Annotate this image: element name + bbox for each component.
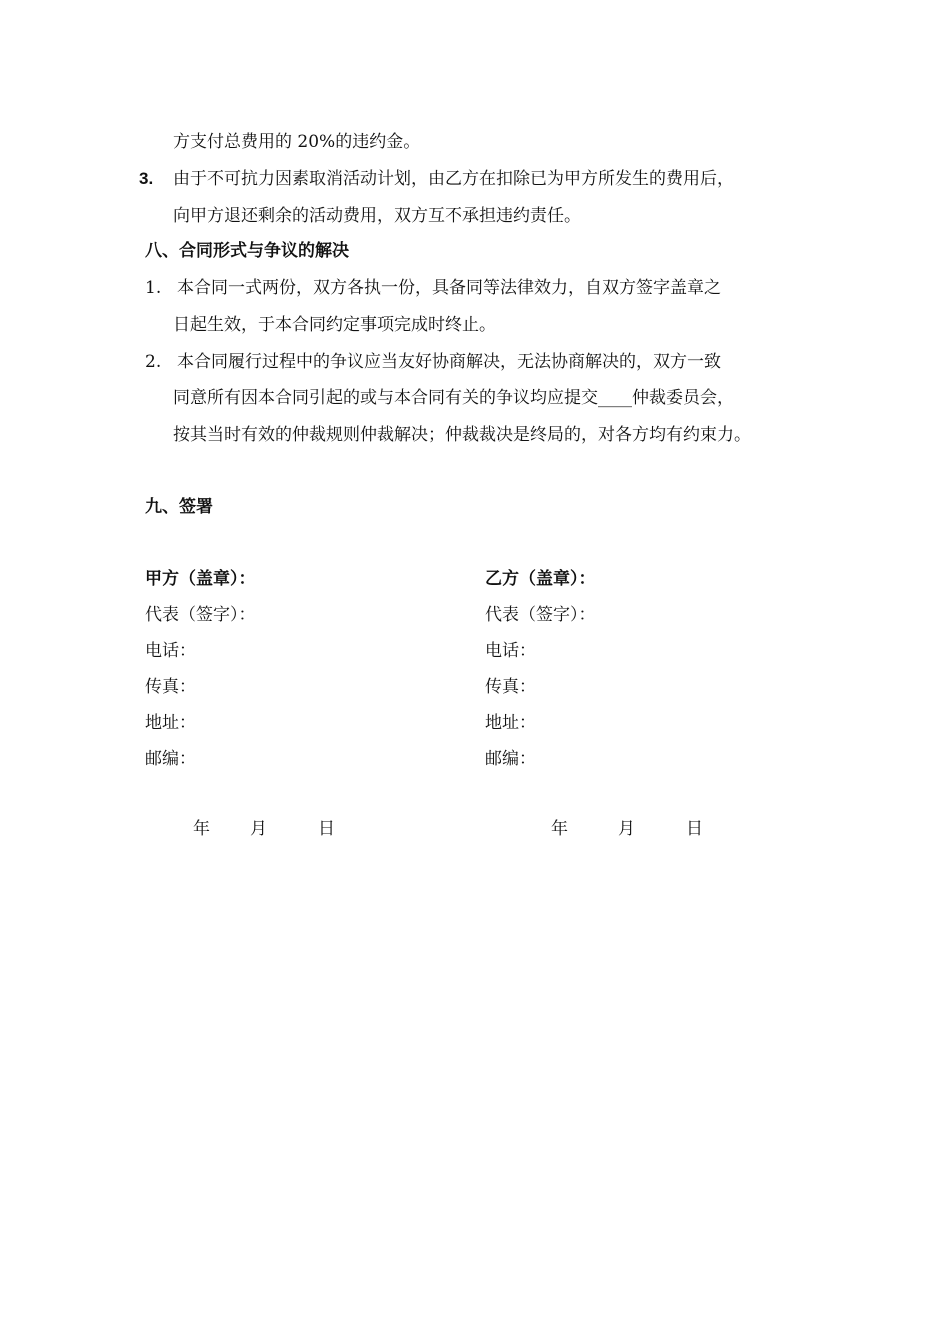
clause-8-2-line-3: 按其当时有效的仲裁规则仲裁解决；仲裁裁决是终局的，对各方均有约束力。 [173, 425, 751, 445]
clause-8-1-line-1: 本合同一式两份，双方各执一份，具备同等法律效力，自双方签字盖章之 [177, 278, 721, 298]
party-a-phone: 电话： [145, 641, 196, 661]
party-a-date-month: 月 [250, 819, 267, 839]
clause-8-2-line-1: 本合同履行过程中的争议应当友好协商解决，无法协商解决的，双方一致 [177, 352, 721, 372]
clause-8-2-number: 2. [145, 352, 162, 372]
party-b-heading: 乙方（盖章）： [485, 569, 596, 589]
party-b-date-year: 年 [551, 819, 568, 839]
party-a-heading: 甲方（盖章）： [145, 569, 256, 589]
party-a-fax: 传真： [145, 677, 196, 697]
clause-8-1-line-2: 日起生效，于本合同约定事项完成时终止。 [173, 315, 496, 335]
party-b-representative: 代表（签字）： [485, 605, 596, 625]
clause-7-3-line-1: 由于不可抗力因素取消活动计划，由乙方在扣除已为甲方所发生的费用后， [173, 169, 734, 189]
party-b-date-month: 月 [618, 819, 635, 839]
party-b-postcode: 邮编： [485, 749, 536, 769]
clause-8-1-number: 1. [145, 278, 162, 298]
party-a-representative: 代表（签字）： [145, 605, 256, 625]
party-a-address: 地址： [145, 713, 196, 733]
party-b-phone: 电话： [485, 641, 536, 661]
clause-7-2-continuation: 方支付总费用的 20%的违约金。 [173, 132, 421, 152]
party-a-date-day: 日 [318, 819, 335, 839]
section-9-title: 九、签署 [145, 497, 213, 517]
section-8-title: 八、合同形式与争议的解决 [145, 241, 349, 261]
clause-7-3-number: 3. [139, 169, 154, 188]
party-a-postcode: 邮编： [145, 749, 196, 769]
party-b-date-day: 日 [686, 819, 703, 839]
party-a-date-year: 年 [193, 819, 210, 839]
clause-7-3-line-2: 向甲方退还剩余的活动费用，双方互不承担违约责任。 [173, 206, 581, 226]
party-b-address: 地址： [485, 713, 536, 733]
party-b-fax: 传真： [485, 677, 536, 697]
clause-8-2-line-2: 同意所有因本合同引起的或与本合同有关的争议均应提交____仲裁委员会， [173, 388, 734, 408]
